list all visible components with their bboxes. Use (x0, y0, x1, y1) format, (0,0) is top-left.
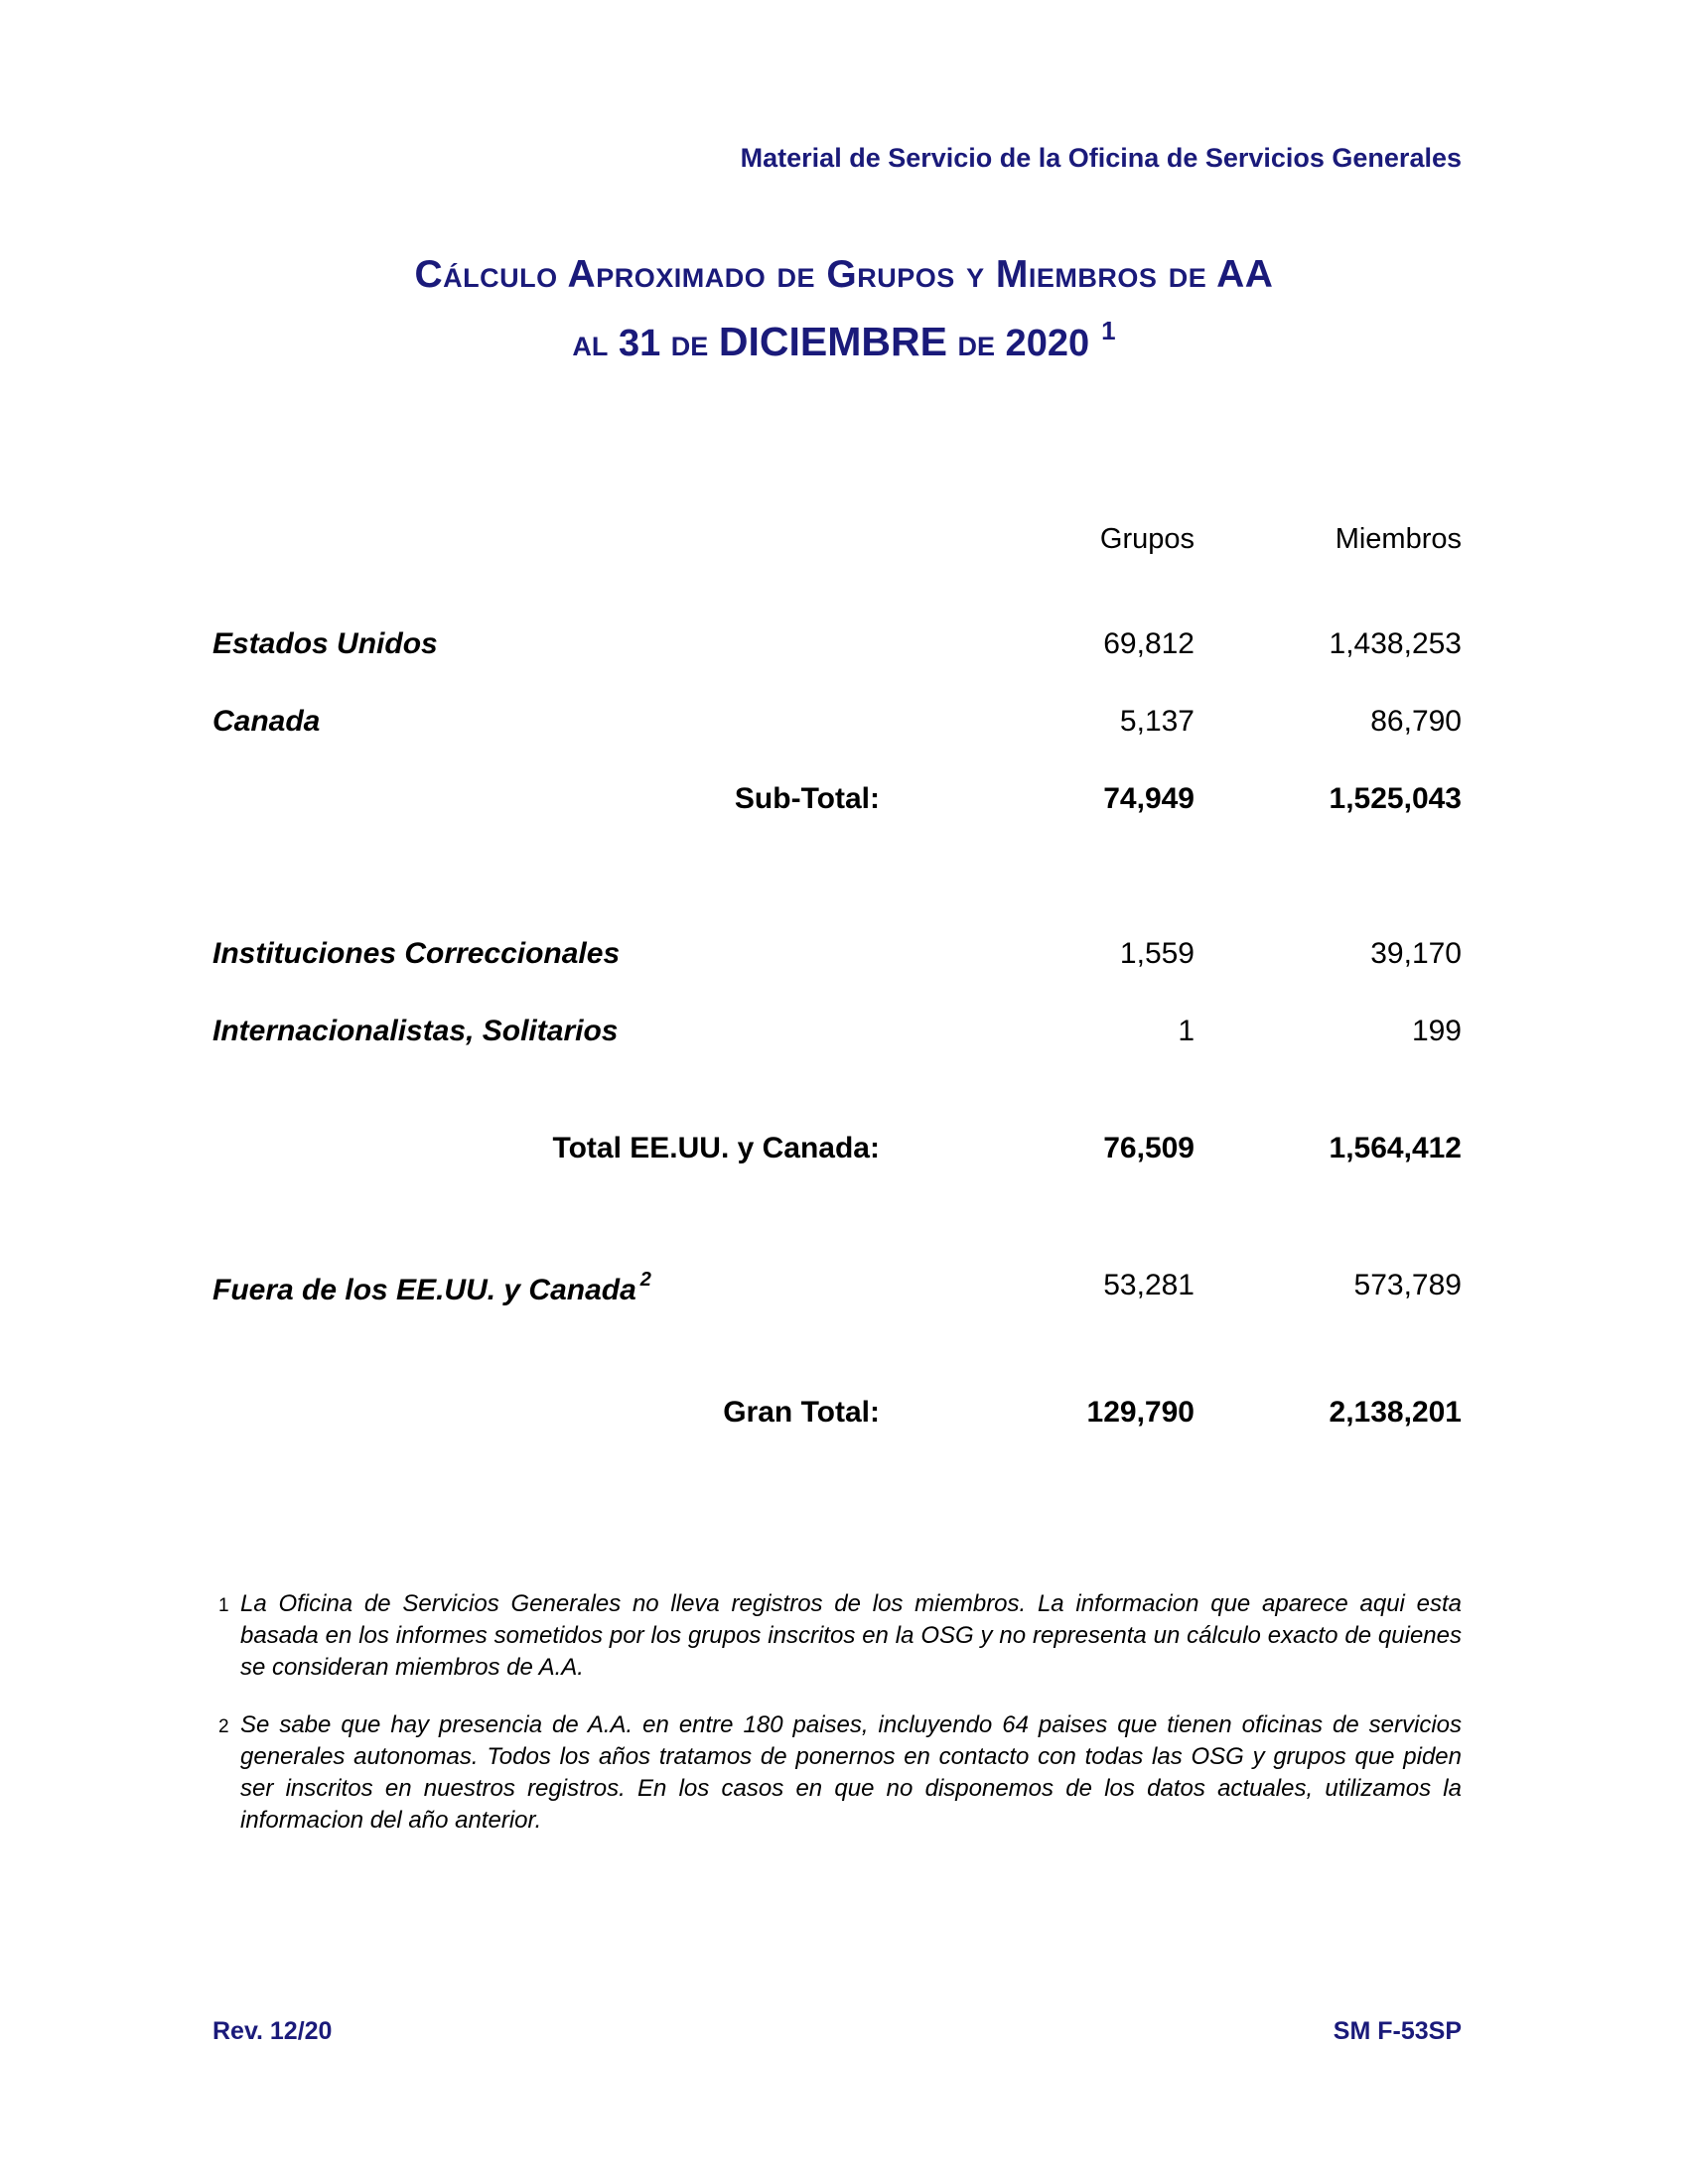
row-members: 1,564,412 (1329, 1132, 1462, 1164)
document-title: Cálculo Aproximado de Grupos y Miembros de AA (414, 253, 1274, 296)
document-code: SM F-53SP (1333, 2017, 1462, 2045)
row-members: 1,438,253 (1329, 627, 1462, 660)
row-groups: 1 (1178, 1015, 1195, 1047)
footnote-text: Se sabe que hay presencia de A.A. en entre 180 paises, incluyendo 64 paises que tienen oficinas de servicios generales autonomas. Todos los años tratamos de ponernos en contacto con todas las OSG y grupos que piden ser inscritos en nuestros registros. En los casos en que no disponemos de los datos actuales, utilizamos la informacion del año anterior. (240, 1711, 1462, 1834)
row-groups: 69,812 (1103, 627, 1195, 660)
table-row-internacionalistas (0, 1015, 1688, 1054)
column-header-members: Miembros (1335, 523, 1462, 555)
table-row-total-us-canada (0, 1132, 1688, 1171)
footnote-number: 1 (218, 1595, 229, 1616)
row-groups: 76,509 (1103, 1132, 1195, 1164)
subtitle-suffix: de 2020 (946, 323, 1090, 364)
footnote-ref-1: 1 (1101, 316, 1116, 345)
document-subtitle (0, 316, 1688, 365)
table-row-estados-unidos (0, 627, 1688, 667)
footnote-1 (218, 1588, 1462, 1684)
row-label-text: Fuera de los EE.UU. y Canada (212, 1274, 636, 1306)
row-members: 573,789 (1353, 1269, 1462, 1301)
row-label: Instituciones Correccionales (212, 937, 621, 970)
row-members: 1,525,043 (1329, 782, 1462, 815)
row-label: Estados Unidos (212, 627, 438, 660)
document-header: Material de Servicio de la Oficina de Servicios Generales (740, 143, 1462, 173)
row-members: 39,170 (1370, 937, 1462, 970)
row-groups: 53,281 (1103, 1269, 1195, 1301)
column-header-groups: Grupos (1099, 523, 1195, 555)
footnote-2 (218, 1709, 1462, 1837)
row-groups: 129,790 (1086, 1396, 1195, 1429)
footnote-text: La Oficina de Servicios Generales no lleva registros de los miembros. La informacion que aparece aqui esta basada en los informes sometidos por los grupos inscritos en la OSG y no representa un cálculo exacto de quienes se consideran miembros de A.A. (240, 1590, 1462, 1681)
subtitle-prefix: al 31 de (572, 323, 719, 364)
subtitle-month: DICIEMBRE (718, 319, 947, 364)
row-members: 2,138,201 (1329, 1396, 1462, 1429)
table-row-fuera (0, 1269, 1688, 1308)
table-row-instituciones (0, 937, 1688, 977)
row-label: Canada (212, 705, 321, 738)
row-label: Total EE.UU. y Canada: (552, 1132, 880, 1164)
footnote-ref-2: 2 (639, 1269, 651, 1291)
row-groups: 74,949 (1103, 782, 1195, 815)
row-groups: 5,137 (1119, 705, 1195, 738)
row-label: Gran Total: (723, 1396, 880, 1429)
footnote-number: 2 (218, 1716, 229, 1737)
row-label (212, 1269, 651, 1307)
row-label: Sub-Total: (734, 782, 880, 815)
row-members: 86,790 (1370, 705, 1462, 738)
table-row-gran-total (0, 1396, 1688, 1435)
table-row-subtotal (0, 782, 1688, 822)
row-groups: 1,559 (1119, 937, 1195, 970)
row-members: 199 (1411, 1015, 1462, 1047)
table-row-canada (0, 705, 1688, 745)
revision-label: Rev. 12/20 (212, 2017, 333, 2045)
row-label: Internacionalistas, Solitarios (212, 1015, 619, 1047)
